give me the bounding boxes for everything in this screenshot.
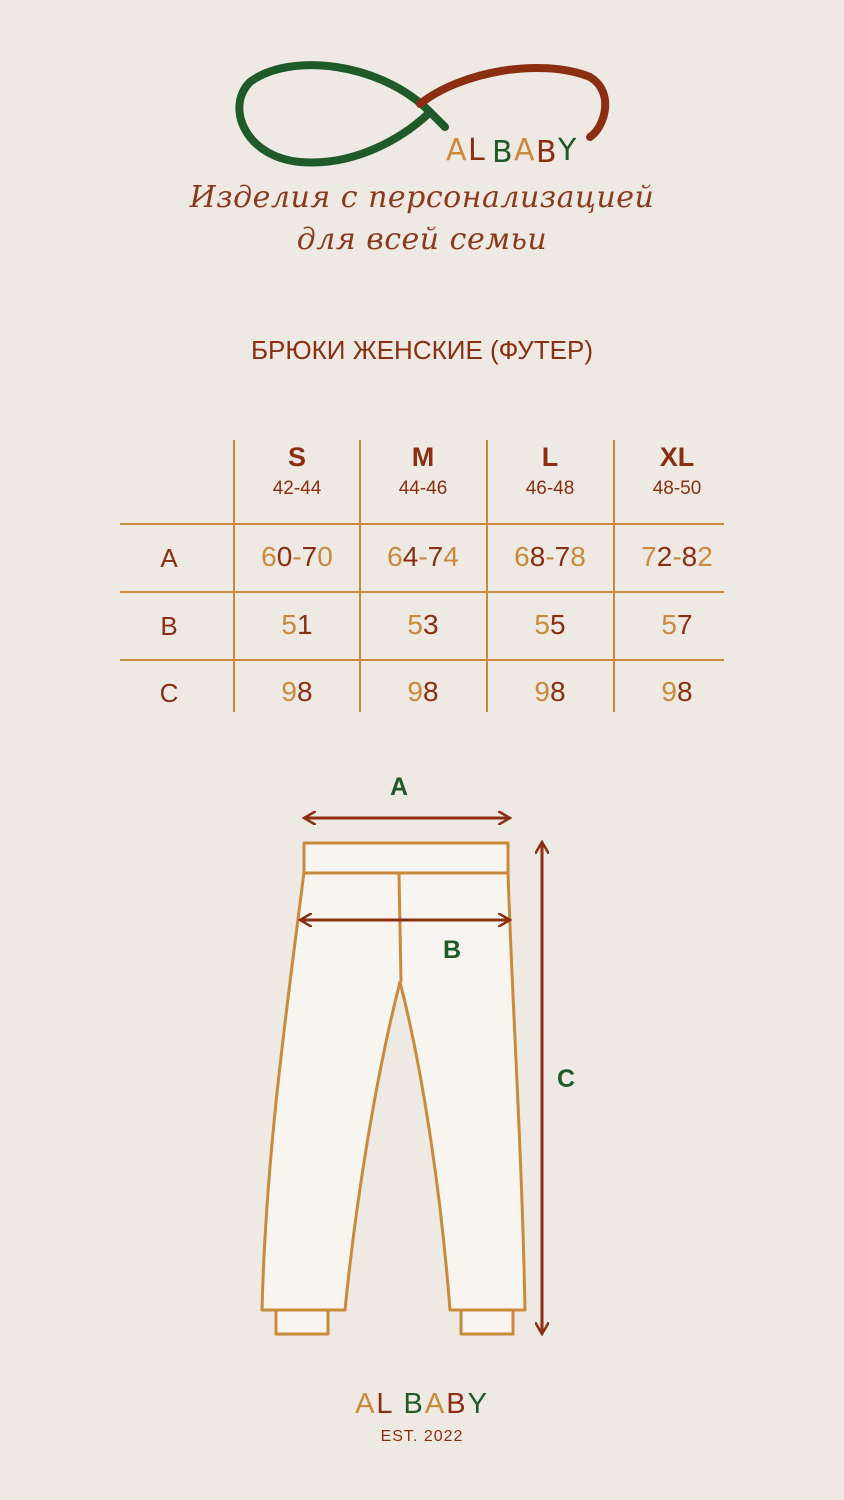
table-cell: 98 [661, 676, 693, 707]
size-header-m: M [411, 442, 435, 472]
table-cell: 98 [407, 676, 439, 707]
product-title: БРЮКИ ЖЕНСКИЕ (ФУТЕР) [250, 335, 594, 365]
svg-text:L: L [468, 133, 485, 168]
table-cell: 68-78 [514, 541, 586, 572]
size-header-s: S [287, 442, 306, 472]
table-cell: 64-74 [387, 541, 459, 572]
svg-text:Y: Y [558, 133, 577, 168]
dim-label-b: B [443, 936, 462, 964]
table-cell: 98 [534, 676, 566, 707]
dim-label-c: C [557, 1065, 576, 1093]
size-range-m: 44-46 [398, 478, 448, 499]
footer-brand: AL BABY [355, 1388, 489, 1420]
right-cuff [461, 1310, 513, 1334]
tagline-line-1: Изделия с персонализацией [189, 180, 655, 215]
svg-text:A: A [446, 133, 467, 168]
left-cuff [276, 1310, 328, 1334]
table-cell: 53 [407, 609, 439, 640]
table-cell: 55 [534, 609, 566, 640]
table-cell: 51 [281, 609, 313, 640]
size-range-l: 46-48 [525, 478, 575, 499]
pants-waistband [304, 843, 508, 873]
table-cell: 98 [281, 676, 313, 707]
size-range-s: 42-44 [272, 478, 322, 499]
svg-text:B: B [536, 135, 557, 170]
row-label-b: B [160, 611, 178, 641]
table-cell: 72-82 [641, 541, 713, 572]
footer-est: EST. 2022 [380, 1428, 464, 1445]
dim-label-a: A [390, 773, 409, 801]
svg-text:A: A [514, 133, 535, 168]
size-header-xl: XL [659, 442, 695, 472]
pants-outline [262, 872, 525, 1310]
size-header-l: L [541, 442, 559, 472]
row-label-a: A [160, 543, 178, 573]
table-cell: 60-70 [261, 541, 333, 572]
table-cell: 57 [661, 609, 693, 640]
center-seam [399, 873, 401, 982]
svg-text:B: B [492, 135, 513, 170]
row-label-c: C [159, 678, 179, 708]
size-range-xl: 48-50 [652, 478, 702, 499]
tagline-line-2: для всей семьи [296, 222, 548, 257]
